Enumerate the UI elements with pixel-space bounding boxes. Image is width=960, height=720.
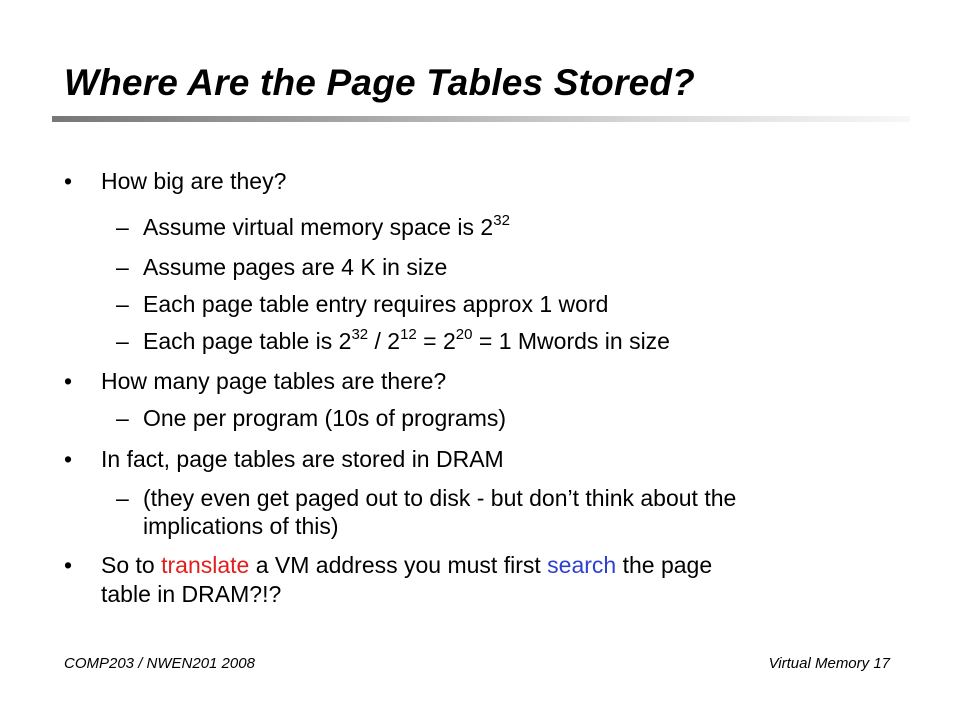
dash-icon: – xyxy=(116,485,129,511)
dash-icon: – xyxy=(116,254,129,280)
sub-bullet-text xyxy=(143,326,670,356)
sub-bullet-text: implications of this) xyxy=(143,513,339,539)
sub-bullet-text: Assume pages are 4 K in size xyxy=(143,254,448,280)
footer-slide-number: Virtual Memory 17 xyxy=(768,655,890,672)
bullet-icon: • xyxy=(64,368,73,394)
sub-bullet-text: One per program (10s of programs) xyxy=(143,405,507,431)
superscript: 32 xyxy=(351,326,369,343)
dash-icon: – xyxy=(116,328,129,354)
text-segment: the page xyxy=(616,552,713,578)
dash-icon: – xyxy=(116,405,129,431)
sub-bullet-text: Each page table entry requires approx 1 word xyxy=(143,291,609,317)
bullet-text xyxy=(101,550,712,580)
bullet-text: table in DRAM?!? xyxy=(101,581,282,607)
highlight-translate: translate xyxy=(161,552,250,578)
dash-icon: – xyxy=(116,291,129,317)
text-segment: Assume virtual memory space is 2 xyxy=(143,214,494,240)
bullet-text: How big are they? xyxy=(101,168,287,194)
text-segment: Each page table is 2 xyxy=(143,328,352,354)
superscript: 12 xyxy=(400,326,417,343)
sub-bullet-text: (they even get paged out to disk - but don’t think about the xyxy=(143,485,737,511)
dash-icon: – xyxy=(116,214,129,240)
sub-bullet-text xyxy=(143,212,510,242)
bullet-icon: • xyxy=(64,446,73,472)
superscript: 20 xyxy=(455,326,473,343)
bullet-text: In fact, page tables are stored in DRAM xyxy=(101,446,504,472)
bullet-icon: • xyxy=(64,168,73,194)
bullet-icon: • xyxy=(64,552,73,578)
slide-title: Where Are the Page Tables Stored? xyxy=(64,62,695,103)
superscript: 32 xyxy=(493,212,510,229)
highlight-search: search xyxy=(547,552,617,578)
bullet-text: How many page tables are there? xyxy=(101,368,447,394)
text-segment: a VM address you must first xyxy=(249,552,548,578)
footer-course: COMP203 / NWEN201 2008 xyxy=(64,655,255,672)
text-segment: = 1 Mwords in size xyxy=(472,328,670,354)
text-segment: So to xyxy=(101,552,162,578)
text-segment: / 2 xyxy=(368,328,401,354)
text-segment: = 2 xyxy=(416,328,456,354)
